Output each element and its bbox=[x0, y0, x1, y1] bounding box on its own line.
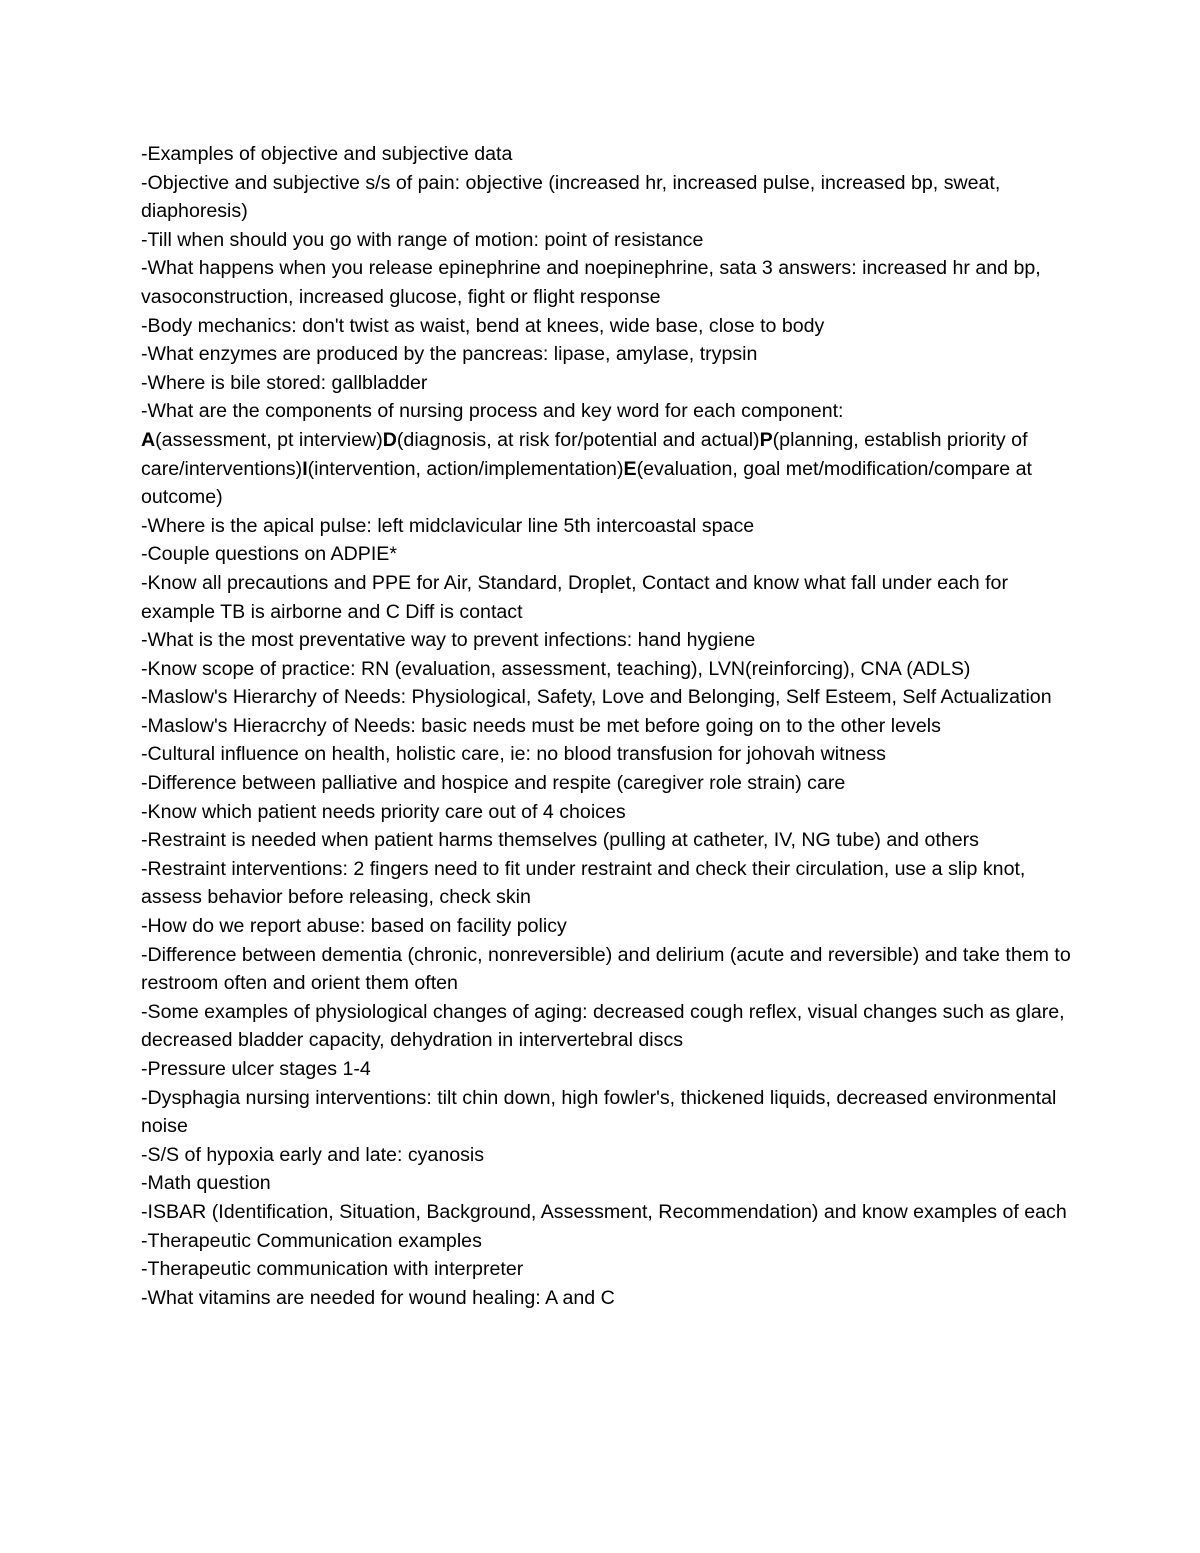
note-line: -What is the most preventative way to prevent infections: hand hygiene bbox=[141, 629, 756, 652]
note-line: -Restraint is needed when patient harms themselves (pulling at catheter, IV, NG tube) and others bbox=[141, 829, 979, 852]
adpie-letter-i: I bbox=[302, 457, 308, 480]
note-line: -Objective and subjective s/s of pain: objective (increased hr, increased pulse, increased bp, sweat, diaphoresis) bbox=[141, 171, 1001, 223]
note-line: -S/S of hypoxia early and late: cyanosis bbox=[141, 1143, 485, 1166]
note-line: -Restraint interventions: 2 fingers need to fit under restraint and check their circulation, use a slip knot, assess behavior before releasing, check skin bbox=[141, 857, 1026, 909]
note-line: -Difference between palliative and hospice and respite (caregiver role strain) care bbox=[141, 772, 846, 795]
adpie-text-e: (evaluation, goal met/modification/compare at outcome) bbox=[141, 457, 1032, 509]
adpie-letter-d: D bbox=[382, 428, 397, 451]
note-line: -Cultural influence on health, holistic care, ie: no blood transfusion for johovah witness bbox=[141, 743, 886, 766]
note-line: -ISBAR (Identification, Situation, Background, Assessment, Recommendation) and know examples of each bbox=[141, 1200, 1067, 1223]
note-line: -Dysphagia nursing interventions: tilt chin down, high fowler's, thickened liquids, decreased environmental noise bbox=[141, 1086, 1057, 1138]
note-line: -Where is bile stored: gallbladder bbox=[141, 371, 428, 394]
note-line: -Know all precautions and PPE for Air, Standard, Droplet, Contact and know what fall under each for example TB is airborne and C Diff is contact bbox=[141, 571, 1008, 623]
note-line: -Body mechanics: don't twist as waist, bend at knees, wide base, close to body bbox=[141, 314, 825, 337]
note-line: -Till when should you go with range of motion: point of resistance bbox=[141, 228, 704, 251]
note-line: -Examples of objective and subjective data bbox=[141, 143, 513, 165]
adpie-letter-a: A bbox=[141, 428, 156, 451]
note-line: -Know which patient needs priority care out of 4 choices bbox=[141, 800, 626, 823]
adpie-line bbox=[141, 426, 1071, 512]
note-line: -What enzymes are produced by the pancreas: lipase, amylase, trypsin bbox=[141, 343, 758, 366]
document-body bbox=[141, 140, 1071, 1312]
note-line: -Maslow's Hieracrchy of Needs: basic needs must be met before going on to the other levels bbox=[141, 714, 941, 737]
adpie-letter-p: P bbox=[759, 428, 773, 451]
adpie-text-p: (planning, establish priority of care/interventions) bbox=[141, 428, 1028, 480]
note-line: -Therapeutic communication with interpreter bbox=[141, 1258, 524, 1281]
note-line: -Maslow's Hierarchy of Needs: Physiological, Safety, Love and Belonging, Self Esteem, Self Actualization bbox=[141, 686, 1052, 709]
note-line: -Therapeutic Communication examples bbox=[141, 1229, 482, 1252]
note-line: -Difference between dementia (chronic, nonreversible) and delirium (acute and reversible) and take them to restroom often and orient them often bbox=[141, 943, 1071, 995]
adpie-letter-e: E bbox=[623, 457, 637, 480]
note-line: -Math question bbox=[141, 1172, 271, 1195]
note-line: -What are the components of nursing process and key word for each component: bbox=[141, 400, 844, 423]
note-line: -Some examples of physiological changes of aging: decreased cough reflex, visual changes such as glare, decreased bladder capacity, dehydration in intervertebral discs bbox=[141, 1000, 1065, 1052]
note-line: -What happens when you release epinephrine and noepinephrine, sata 3 answers: increased hr and bp, vasoconstruction, increased glucose, fight or flight response bbox=[141, 257, 1041, 308]
note-line: -Pressure ulcer stages 1-4 bbox=[141, 1058, 371, 1080]
note-line: -How do we report abuse: based on facility policy bbox=[141, 915, 567, 938]
adpie-text-a: (assessment, pt interview) bbox=[155, 428, 383, 451]
adpie-text-d: (diagnosis, at risk for/potential and actual) bbox=[396, 428, 760, 451]
note-line: -Couple questions on ADPIE* bbox=[141, 543, 397, 566]
note-line: -What vitamins are needed for wound healing: A and C bbox=[141, 1286, 615, 1309]
note-line: -Where is the apical pulse: left midclavicular line 5th intercoastal space bbox=[141, 514, 755, 537]
note-line: -Know scope of practice: RN (evaluation, assessment, teaching), LVN(reinforcing), CNA (ADLS) bbox=[141, 657, 971, 680]
adpie-text-i: (intervention, action/implementation) bbox=[307, 457, 624, 480]
